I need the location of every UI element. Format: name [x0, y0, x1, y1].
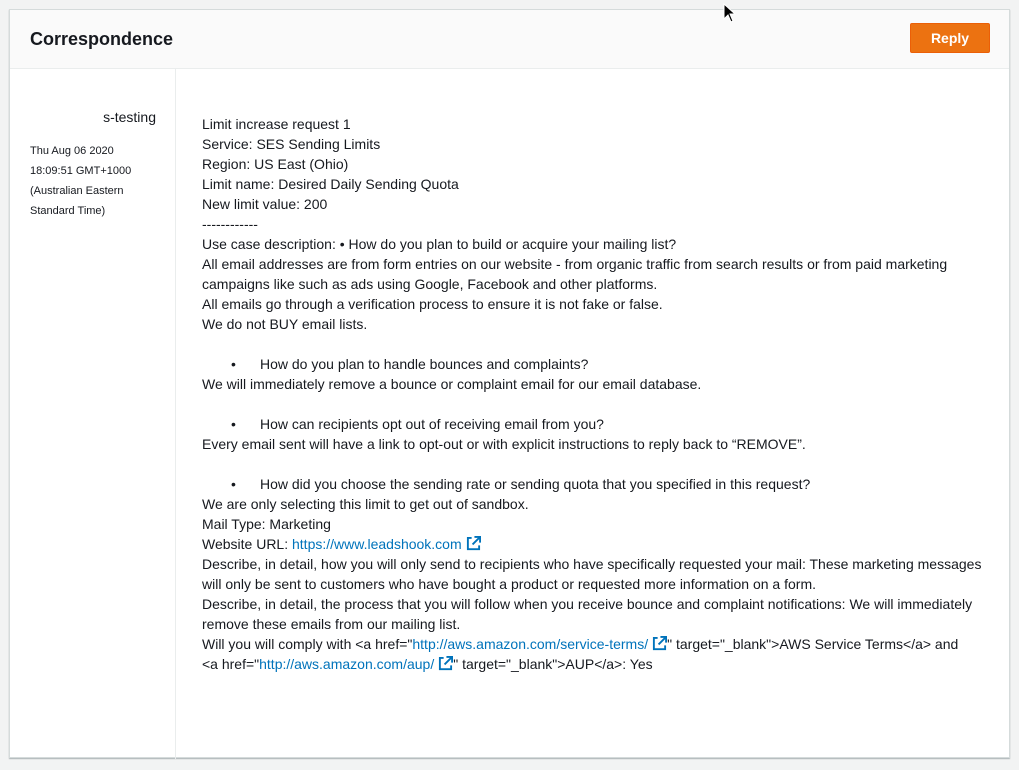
sender-column — [10, 69, 176, 759]
sender-date — [30, 141, 160, 221]
bullet-question — [202, 414, 1002, 434]
website-url-label: Website URL: — [202, 536, 292, 552]
service-terms-prefix: Will you will comply with <a href=" — [202, 636, 413, 652]
message-line: We do not BUY email lists. — [202, 316, 368, 332]
bullet-dot: • — [231, 476, 236, 492]
panel-title: Correspondence — [30, 29, 174, 49]
bullet-dot: • — [231, 356, 236, 372]
bullet-question — [202, 354, 1002, 374]
message-line: All email addresses are from form entries on our website - from organic traffic from search results or from paid marketing campaigns like such as ads using Google, Facebook and other platforms. — [202, 256, 948, 292]
message-line: Limit increase request 1 — [202, 116, 351, 132]
message-line: Service: SES Sending Limits — [202, 136, 381, 152]
bullet-text: How do you plan to handle bounces and complaints? — [260, 356, 589, 372]
message-line: New limit value: 200 — [202, 196, 328, 212]
message-line: Limit name: Desired Daily Sending Quota — [202, 176, 459, 192]
message-line: We are only selecting this limit to get out of sandbox. — [202, 496, 529, 512]
message-line: Mail Type: Marketing — [202, 516, 331, 532]
blank-line — [202, 394, 1002, 414]
aup-prefix: <a href=" — [202, 656, 260, 672]
blank-line — [202, 334, 1002, 354]
external-link-icon[interactable] — [652, 636, 667, 651]
message-line: Describe, in detail, how you will only send to recipients who have specifically requested your mail: These marketing messages will only be sent to customers who have bought a product or requested more information on a form. — [202, 556, 982, 592]
external-link-icon[interactable] — [438, 656, 453, 671]
sender-date-line: Thu Aug 06 2020 — [30, 145, 114, 157]
bullet-question — [202, 474, 1002, 494]
service-terms-link[interactable]: http://aws.amazon.com/service-terms/ — [412, 636, 649, 652]
reply-button[interactable]: Reply — [910, 23, 990, 53]
website-url-line — [202, 534, 1002, 554]
bullet-text: How can recipients opt out of receiving email from you? — [260, 416, 604, 432]
mouse-pointer-icon — [723, 3, 737, 23]
aup-suffix: " target="_blank">AUP</a>: Yes — [453, 656, 653, 672]
sender-date-line: 18:09:51 GMT+1000 — [30, 165, 132, 177]
message-line: Use case description: • How do you plan to build or acquire your mailing list? — [202, 236, 677, 252]
message-line: Every email sent will have a link to opt-out or with explicit instructions to reply back to “REMOVE”. — [202, 436, 806, 452]
website-url-link[interactable]: https://www.leadshook.com — [292, 536, 462, 552]
service-terms-line — [202, 634, 1002, 654]
bullet-dot: • — [231, 416, 236, 432]
service-terms-suffix: " target="_blank">AWS Service Terms</a> and — [667, 636, 959, 652]
message-line: We will immediately remove a bounce or complaint email for our email database. — [202, 376, 702, 392]
message-line: Region: US East (Ohio) — [202, 156, 349, 172]
blank-line — [202, 454, 1002, 474]
external-link-icon[interactable] — [466, 536, 481, 551]
panel-header — [10, 10, 1009, 69]
sender-date-line: (Australian Eastern — [30, 185, 124, 197]
aup-link[interactable]: http://aws.amazon.com/aup/ — [259, 656, 435, 672]
sender-date-line: Standard Time) — [30, 205, 106, 217]
bullet-text: How did you choose the sending rate or sending quota that you specified in this request? — [260, 476, 811, 492]
message-body — [202, 114, 1002, 674]
message-line: All emails go through a verification process to ensure it is not fake or false. — [202, 296, 663, 312]
message-line: Describe, in detail, the process that you will follow when you receive bounce and complaint notifications: We will immediately remove these emails from our mailing list. — [202, 596, 973, 632]
correspondence-panel — [9, 9, 1010, 758]
aup-line — [202, 654, 1002, 674]
panel-body — [10, 69, 1009, 759]
message-line: ------------ — [202, 216, 258, 232]
sender-name: s-testing — [103, 109, 156, 125]
